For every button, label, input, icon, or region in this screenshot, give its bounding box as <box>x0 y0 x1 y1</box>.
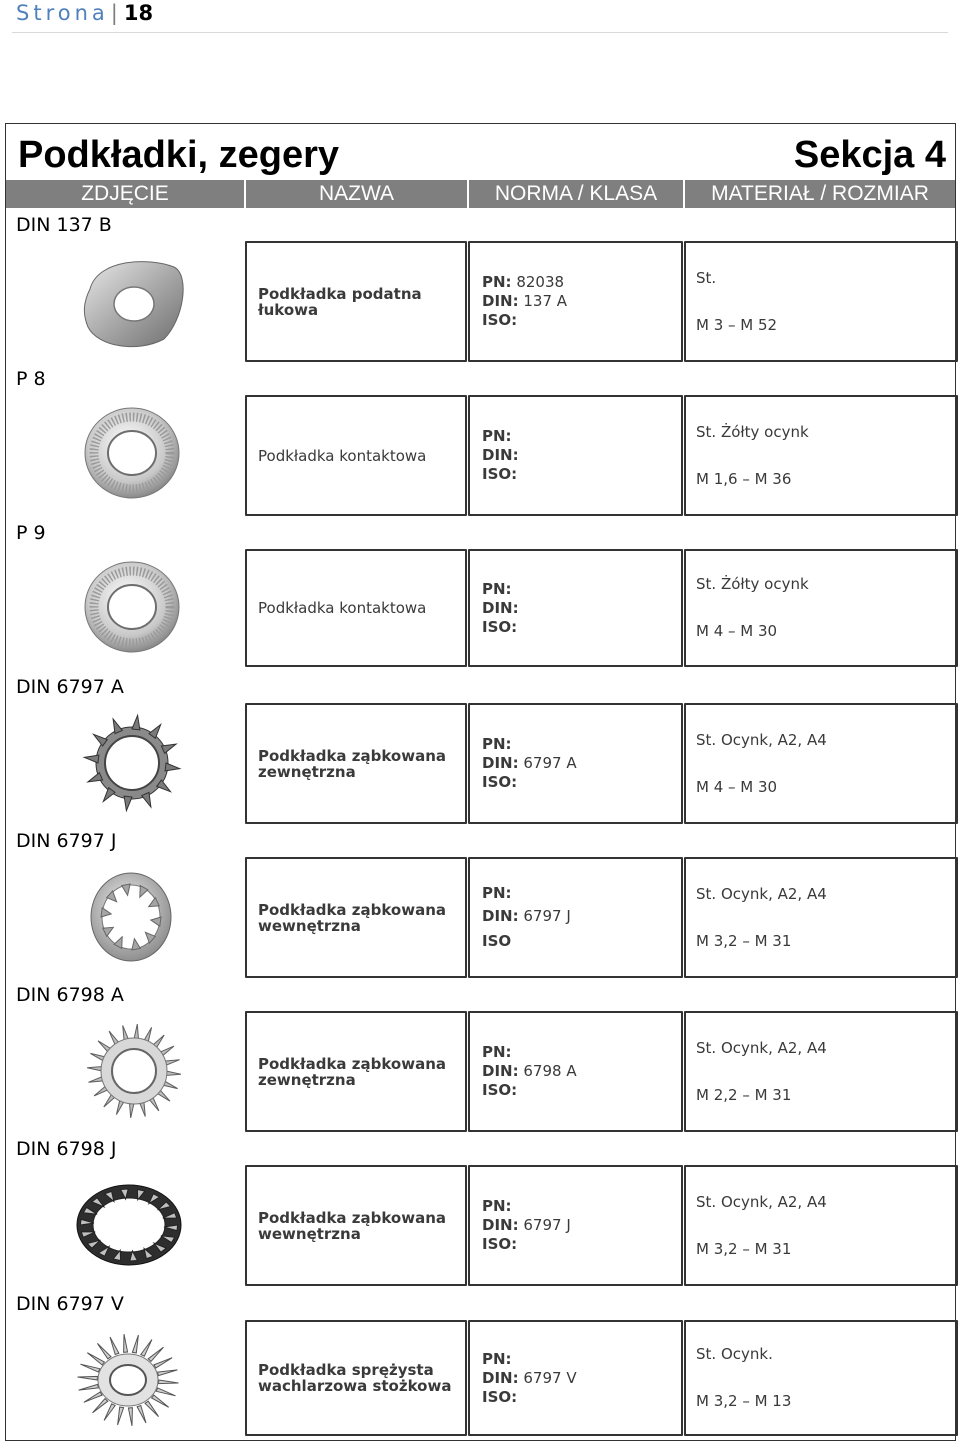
washer-tooth <box>128 1408 132 1426</box>
name-cell <box>245 1011 467 1132</box>
washer-tooth <box>159 1380 179 1384</box>
washer-tooth <box>97 1343 111 1358</box>
washer-tooth <box>132 715 140 730</box>
serrated-external-washer-icon <box>86 1023 182 1119</box>
product-name: Podkładka ząbkowana wewnętrzna <box>258 1208 447 1243</box>
iso-key: ISO: <box>482 1235 518 1253</box>
material-cell <box>684 1320 958 1436</box>
product-name: Podkładka sprężysta wachlarzowa stożkowa <box>258 1361 452 1395</box>
product-name: Podkładka ząbkowana wewnętrzna <box>258 900 447 935</box>
iso-key: ISO: <box>482 617 518 636</box>
external-tooth-washer-icon <box>82 713 182 813</box>
size-value: M 4 – M 30 <box>696 622 778 640</box>
product-name: Podkładka kontaktowa <box>258 446 427 465</box>
size-value: M 3 – M 52 <box>696 315 778 334</box>
product-name: Podkładka kontaktowa <box>258 599 427 617</box>
product-name: Podkładka ząbkowana zewnętrzna <box>258 1054 447 1089</box>
washer-tooth <box>142 792 151 807</box>
page-title: Podkładki, zegery <box>18 133 340 176</box>
product-photo <box>6 395 244 516</box>
product-photo <box>6 549 244 667</box>
row-label: DIN 6797 V <box>16 1293 124 1315</box>
contact-washer-icon <box>82 559 182 655</box>
iso-key: ISO: <box>482 1081 518 1099</box>
din-key: DIN: <box>482 598 519 617</box>
row-label: DIN 6798 A <box>16 984 124 1006</box>
washer-tooth <box>79 1384 99 1390</box>
washer-tooth <box>87 1067 102 1072</box>
material-value: St. Żółty ocynk <box>696 422 809 441</box>
din-value: 6798 A <box>523 1062 577 1080</box>
washer-tooth <box>104 1404 115 1421</box>
table-row <box>6 395 957 516</box>
pn-key: PN: <box>482 884 512 902</box>
page-header <box>16 0 153 26</box>
din-value: 6797 J <box>523 907 571 925</box>
product-photo <box>6 241 244 362</box>
pn-key: PN: <box>482 1043 512 1061</box>
washer-tooth <box>166 1071 181 1076</box>
washer-tooth <box>154 1358 172 1368</box>
size-value: M 1,6 – M 36 <box>696 469 792 488</box>
pn-key: PN: <box>482 735 512 753</box>
page-header-label: Strona <box>16 1 109 25</box>
din-key: DIN: <box>482 446 519 464</box>
din-key: DIN: <box>482 1368 519 1387</box>
pn-key: PN: <box>482 273 512 291</box>
name-cell <box>245 1320 467 1436</box>
iso-key: ISO: <box>482 465 518 483</box>
name-cell <box>245 241 467 362</box>
din-key: DIN: <box>482 292 519 310</box>
pn-key: PN: <box>482 1349 512 1368</box>
washer-tooth <box>124 796 132 811</box>
product-photo <box>6 1011 244 1132</box>
serrated-internal-washer-icon <box>74 1181 184 1269</box>
washer-tooth <box>124 1334 128 1352</box>
material-cell <box>684 703 958 824</box>
norm-cell <box>468 241 683 362</box>
row-label: DIN 6797 J <box>16 830 117 852</box>
washer-tooth <box>161 744 176 753</box>
name-cell <box>245 395 467 516</box>
iso-key: ISO: <box>482 1387 518 1406</box>
material-value: St. Ocynk, A2, A4 <box>696 730 827 749</box>
washer-tooth <box>87 1353 104 1365</box>
washer-tooth <box>132 1335 138 1353</box>
material-cell <box>684 549 958 667</box>
din-key: DIN: <box>482 1062 519 1080</box>
section-title: Sekcja 4 <box>793 133 946 176</box>
table-row <box>6 857 957 978</box>
norm-cell <box>468 857 683 978</box>
material-cell <box>684 395 958 516</box>
washer-tooth <box>165 763 180 771</box>
product-name: Podkładka podatna łukowa <box>258 284 422 319</box>
material-value: St. Ocynk, A2, A4 <box>696 884 827 903</box>
washer-tooth <box>84 1392 102 1402</box>
iso-key: ISO: <box>482 311 518 329</box>
title-bar <box>18 131 946 179</box>
size-value: M 3,2 – M 31 <box>696 1239 792 1258</box>
pn-key: PN: <box>482 1197 512 1215</box>
internal-tooth-washer-icon <box>86 867 176 967</box>
din-key: DIN: <box>482 907 519 925</box>
table-row <box>6 1011 957 1132</box>
row-label: DIN 137 B <box>16 214 112 236</box>
table-row <box>6 1320 957 1436</box>
size-value: M 4 – M 30 <box>696 777 778 796</box>
washer-tooth <box>84 755 99 763</box>
contact-washer-icon <box>82 405 182 501</box>
iso-key: ISO <box>482 932 512 950</box>
norm-cell <box>468 703 683 824</box>
name-cell <box>245 549 467 667</box>
table-row <box>6 1165 957 1286</box>
din-value: 6797 J <box>523 1216 571 1234</box>
material-value: St. Ocynk, A2, A4 <box>696 1038 827 1057</box>
page-header-separator: | <box>110 1 118 25</box>
column-header-photo: ZDJĘCIE <box>6 180 246 208</box>
washer-tooth <box>148 1347 163 1361</box>
norm-cell <box>468 549 683 667</box>
page-number: 18 <box>123 1 154 25</box>
column-header-name: NAZWA <box>246 180 469 208</box>
name-cell <box>245 703 467 824</box>
din-key: DIN: <box>482 754 519 772</box>
row-label: P 8 <box>16 368 46 390</box>
washer-tooth <box>118 1407 124 1425</box>
row-label: DIN 6797 A <box>16 676 124 698</box>
countersunk-tooth-washer-icon <box>74 1332 182 1428</box>
product-photo <box>6 1165 244 1286</box>
din-value: 6797 V <box>523 1368 577 1387</box>
norm-cell <box>468 1165 683 1286</box>
table-row <box>6 703 957 824</box>
size-value: M 3,2 – M 13 <box>696 1392 792 1410</box>
washer-tooth <box>141 1340 152 1357</box>
washer-tooth <box>145 1401 159 1416</box>
din-key: DIN: <box>482 1216 519 1234</box>
header-rule <box>12 32 948 33</box>
washer-tooth <box>93 1399 108 1413</box>
washer-tooth <box>78 1376 98 1380</box>
washer-tooth <box>152 1395 169 1407</box>
pn-key: PN: <box>482 427 512 445</box>
material-cell <box>684 1165 958 1286</box>
size-value: M 3,2 – M 31 <box>696 931 792 950</box>
column-header <box>6 180 955 208</box>
name-cell <box>245 857 467 978</box>
washer-tooth <box>134 1024 139 1039</box>
size-value: M 2,2 – M 31 <box>696 1085 792 1104</box>
name-cell <box>245 1165 467 1286</box>
material-value: St. Ocynk, A2, A4 <box>696 1192 827 1211</box>
material-cell <box>684 1011 958 1132</box>
row-label: P 9 <box>16 522 46 544</box>
curved-washer-icon <box>78 249 190 353</box>
product-photo <box>6 703 244 824</box>
din-value: 137 A <box>523 292 568 310</box>
pn-key: PN: <box>482 579 512 598</box>
norm-cell <box>468 1320 683 1436</box>
washer-tooth <box>130 1103 135 1118</box>
din-value: 6797 A <box>523 754 577 772</box>
washer-tooth <box>156 1388 175 1396</box>
product-photo <box>6 1320 244 1436</box>
material-value: St. Żółty ocynk <box>696 575 809 593</box>
iso-key: ISO: <box>482 773 518 791</box>
column-header-norm: NORMA / KLASA <box>469 180 685 208</box>
material-value: St. Ocynk. <box>696 1345 773 1363</box>
material-cell <box>684 241 958 362</box>
table-row <box>6 549 957 667</box>
washer-tooth <box>110 1337 119 1355</box>
washer-tooth <box>81 1364 100 1372</box>
washer-tooth <box>158 1370 178 1376</box>
product-name: Podkładka ząbkowana zewnętrzna <box>258 746 447 781</box>
table-row <box>6 241 957 362</box>
row-label: DIN 6798 J <box>16 1138 117 1160</box>
washer-tooth <box>113 719 122 734</box>
material-value: St. <box>696 268 717 287</box>
norm-cell <box>468 1011 683 1132</box>
product-photo <box>6 857 244 978</box>
norm-cell <box>468 395 683 516</box>
material-cell <box>684 857 958 978</box>
column-header-material: MATERIAŁ / ROZMIAR <box>711 182 929 205</box>
washer-tooth <box>137 1406 146 1424</box>
washer-tooth <box>88 773 103 782</box>
pn-value: 82038 <box>516 273 565 291</box>
